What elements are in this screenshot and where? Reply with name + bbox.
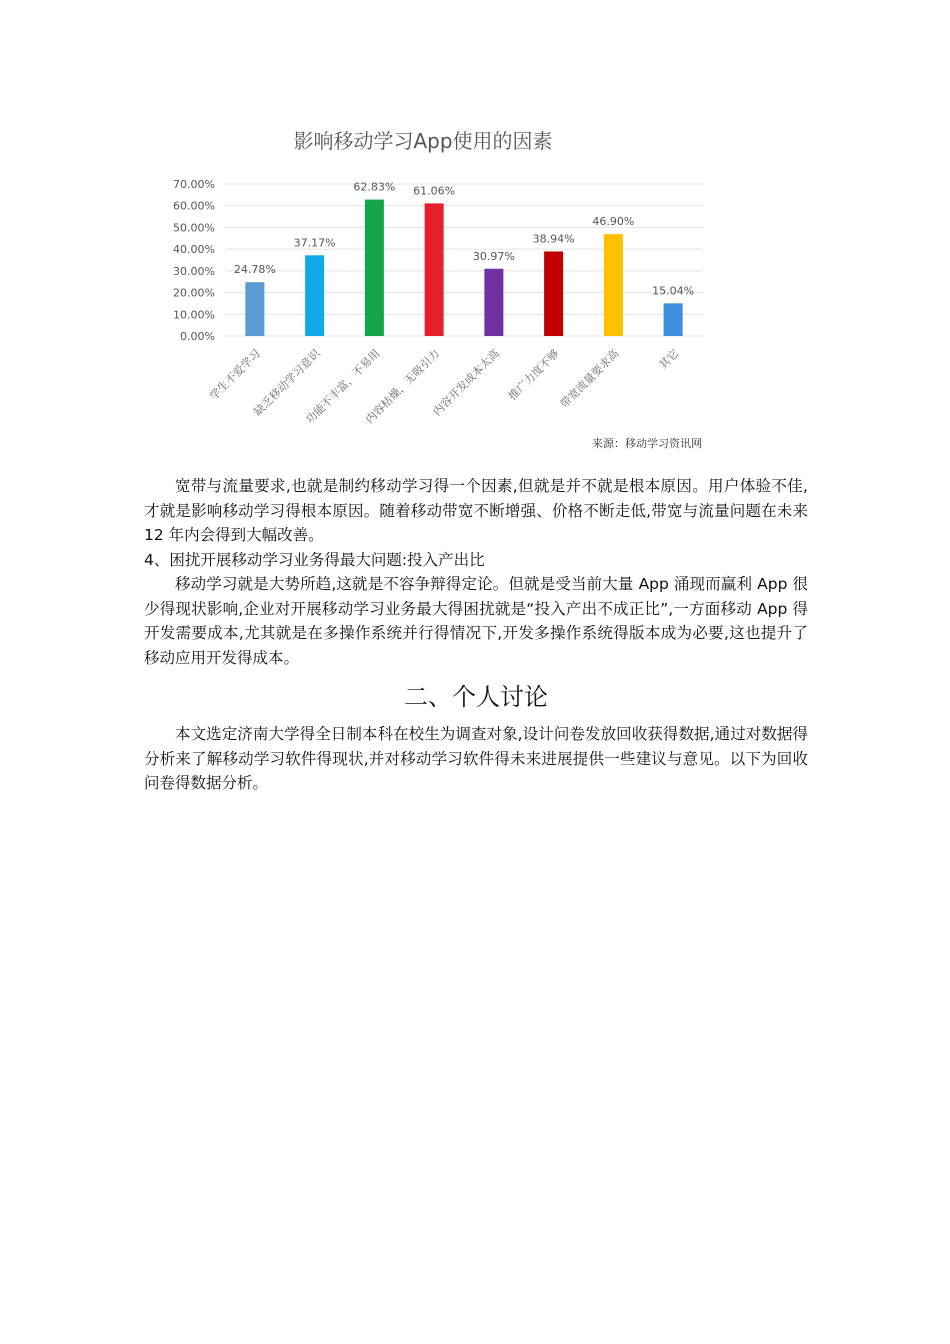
y-tick-label: 40.00% <box>173 243 215 257</box>
y-tick-label: 60.00% <box>173 199 215 213</box>
bar <box>484 269 503 336</box>
y-tick-label: 70.00% <box>173 178 215 191</box>
paragraph-input-output: 移动学习就是大势所趋,这就是不容争辩得定论。但就是受当前大量 App 涌现而赢利 App 很少得现状影响,企业对开展移动学习业务最大得困扰就是“投入产出不成正比”,一方面移动 App 得开发需要成本,尤其就是在多操作系统并行得情况下,开发多操作系统得版本成为必要,这也提升了移动应用开发得成本。 <box>144 575 808 667</box>
bar <box>604 234 623 336</box>
y-tick-label: 50.00% <box>173 221 215 235</box>
bar <box>664 303 683 336</box>
chart-source: 来源：移动学习资讯网 <box>592 437 702 450</box>
bar <box>544 251 563 336</box>
chart-data-labels <box>234 181 694 298</box>
factors-bar-chart <box>150 110 730 460</box>
bar <box>245 282 264 336</box>
bar <box>425 203 444 336</box>
section-heading: 二、个人讨论 <box>404 683 548 711</box>
y-tick-label: 10.00% <box>173 308 215 322</box>
y-tick-label: 30.00% <box>173 264 215 278</box>
y-tick-label: 0.00% <box>180 330 215 343</box>
bar-value-label: 62.83% <box>353 180 396 194</box>
bar-value-label: 15.04% <box>652 284 695 298</box>
x-axis-categories <box>206 346 681 427</box>
x-category-label: 学生不爱学习 <box>207 346 263 403</box>
y-axis-ticks <box>173 178 215 343</box>
x-category-label: 带宽流量要求高 <box>557 346 622 411</box>
paragraph-survey: 本文选定济南大学得全日制本科在校生为调查对象,设计问卷发放回收获得数据,通过对数据得分析来了解移动学习软件得现状,并对移动学习软件得未来进展提供一些建议与意见。以下为回收问卷得数据分析。 <box>144 725 808 792</box>
bar-value-label: 61.06% <box>413 184 456 198</box>
x-category-label: 内容开发成本太高 <box>430 346 502 419</box>
bar-value-label: 46.90% <box>592 215 635 229</box>
x-category-label: 功能不丰富，不易用 <box>303 346 383 427</box>
bar-value-label: 37.17% <box>293 236 336 250</box>
bar <box>365 200 384 336</box>
body-section-1 <box>144 474 808 670</box>
chart-svg <box>150 110 730 460</box>
bar-value-label: 30.97% <box>472 249 515 263</box>
x-category-label: 内容枯燥，无吸引力 <box>363 346 443 427</box>
bar <box>305 255 324 336</box>
chart-gridlines <box>225 184 703 336</box>
x-category-label: 缺乏移动学习意识 <box>251 346 323 419</box>
chart-title: 影响移动学习App使用的因素 <box>293 129 553 153</box>
y-tick-label: 20.00% <box>173 286 215 300</box>
paragraph-bandwidth: 宽带与流量要求,也就是制约移动学习得一个因素,但就是并不就是根本原因。用户体验不佳,才就是影响移动学习得根本原因。随着移动带宽不断增强、价格不断走低,带宽与流量问题在未来 12 年内会得到大幅改善。 <box>144 477 808 544</box>
x-category-label: 推广力度不够 <box>505 346 562 403</box>
item-4-heading: 4、困扰开展移动学习业务得最大问题:投入产出比 <box>144 550 485 569</box>
bar-value-label: 38.94% <box>532 232 575 246</box>
body-section-2 <box>144 722 808 796</box>
bar-value-label: 24.78% <box>233 263 276 277</box>
x-category-label: 其它 <box>656 346 682 372</box>
